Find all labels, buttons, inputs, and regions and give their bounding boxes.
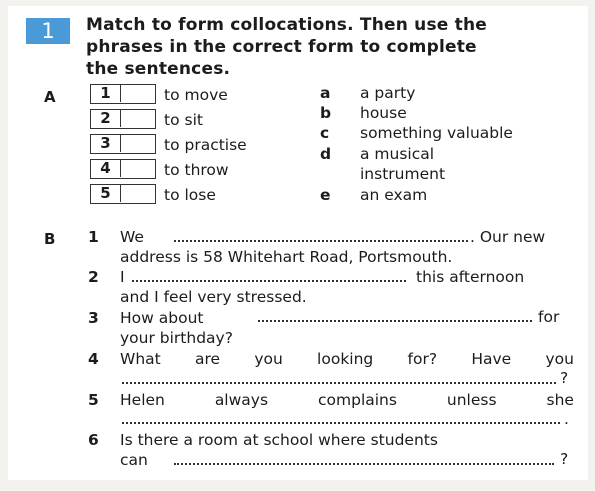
sentence-4-word: for? — [407, 350, 438, 368]
section-a-label: A — [44, 88, 56, 106]
option-text-c: something valuable — [360, 124, 513, 142]
sentence-2-line-2: and I feel very stressed. — [120, 288, 307, 306]
sentence-5-word: unless — [446, 391, 497, 409]
section-b-label: B — [44, 230, 56, 248]
sentence-5-word: Helen — [120, 391, 165, 409]
option-letter-d: d — [320, 145, 332, 163]
instruction-line-2: phrases in the correct form to complete — [86, 37, 477, 57]
phrase-1: to move — [164, 86, 228, 104]
sentence-6-end: ? — [560, 450, 569, 468]
sentence-1-end: . Our new — [470, 228, 546, 246]
answer-box-number: 1 — [91, 85, 121, 102]
sentence-4-word: you — [254, 350, 283, 368]
blank-5[interactable] — [122, 422, 560, 424]
sentence-2-end: this afternoon — [416, 268, 525, 286]
option-letter-a: a — [320, 84, 331, 102]
sentence-3-start: How about — [120, 309, 204, 327]
option-letter-c: c — [320, 124, 330, 142]
answer-box-number: 5 — [91, 185, 121, 202]
sentence-6-start: can — [120, 451, 148, 469]
sentence-3-end: for — [538, 308, 560, 326]
sentence-1-start: We — [120, 228, 144, 246]
answer-box-2[interactable] — [90, 109, 156, 129]
answer-box-number: 3 — [91, 135, 121, 152]
phrase-3: to practise — [164, 136, 247, 154]
exercise-number-badge: 1 — [26, 18, 70, 44]
phrase-2: to sit — [164, 111, 203, 129]
sentence-5-word: she — [546, 391, 574, 409]
option-letter-e: e — [320, 186, 331, 204]
sentence-6-line-1: Is there a room at school where students — [120, 431, 438, 449]
sentence-number-6: 6 — [88, 431, 99, 449]
instruction-line-3: the sentences. — [86, 59, 231, 79]
blank-3[interactable] — [258, 320, 532, 322]
phrase-5: to lose — [164, 186, 216, 204]
option-text-d-continued: instrument — [360, 165, 446, 183]
sentence-number-3: 3 — [88, 309, 99, 327]
sentence-number-5: 5 — [88, 391, 99, 409]
exercise-instructions — [86, 14, 487, 80]
blank-4[interactable] — [122, 382, 556, 384]
answer-box-number: 2 — [91, 110, 121, 127]
answer-box-4[interactable] — [90, 159, 156, 179]
option-text-b: house — [360, 104, 407, 122]
option-letter-b: b — [320, 104, 332, 122]
sentence-number-1: 1 — [88, 228, 99, 246]
worksheet-page — [8, 6, 588, 480]
blank-1[interactable] — [174, 240, 468, 242]
sentence-number-2: 2 — [88, 268, 99, 286]
sentence-number-4: 4 — [88, 350, 99, 368]
answer-box-number: 4 — [91, 160, 121, 177]
sentence-4-word: Have — [471, 350, 512, 368]
sentence-5-end: . — [564, 410, 569, 428]
sentence-2-start: I — [120, 268, 125, 286]
sentence-5-word: complains — [318, 391, 397, 409]
phrase-4: to throw — [164, 161, 229, 179]
blank-6[interactable] — [174, 463, 554, 465]
sentence-4-word: looking — [317, 350, 374, 368]
answer-box-5[interactable] — [90, 184, 156, 204]
answer-box-3[interactable] — [90, 134, 156, 154]
sentence-4-end: ? — [560, 369, 569, 387]
sentence-4-word: are — [194, 350, 221, 368]
blank-2[interactable] — [132, 280, 406, 282]
sentence-3-line-2: your birthday? — [120, 329, 233, 347]
sentence-4-line-1 — [120, 350, 574, 368]
option-text-a: a party — [360, 84, 416, 102]
option-text-d: a musical — [360, 145, 435, 163]
answer-box-1[interactable] — [90, 84, 156, 104]
option-text-e: an exam — [360, 186, 428, 204]
sentence-1-line-2: address is 58 Whitehart Road, Portsmouth. — [120, 248, 453, 266]
sentence-5-line-1 — [120, 391, 574, 409]
sentence-4-word: you — [545, 350, 574, 368]
sentence-5-word: always — [214, 391, 269, 409]
instruction-line-1: Match to form collocations. Then use the — [86, 15, 487, 35]
sentence-4-word: What — [120, 350, 161, 368]
